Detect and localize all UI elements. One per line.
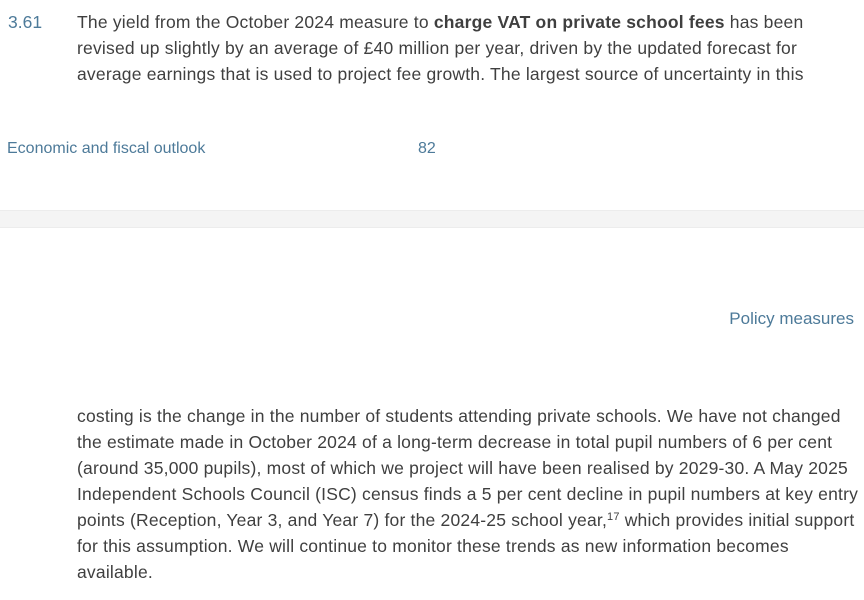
paragraph-3-61-text: The yield from the October 2024 measure to charge VAT on private school fees has been revised up slightly by an average of £40 million per year, driven by the updated forecast for average earnings that is used to project fee growth. The largest source of uncertainty in this	[77, 12, 804, 84]
page-gap-divider	[0, 210, 864, 228]
paragraph-3-61	[8, 9, 857, 87]
paragraph-3-61-continuation-text: costing is the change in the number of students attending private schools. We have not changed the estimate made in October 2024 of a long-term decrease in total pupil numbers of 6 per cent (around 35,000 pupils), most of which we project will have been realised by 2029-30. A May 2025 Independent Schools Council (ISC) census finds a 5 per cent decline in pupil numbers at key entry points (Reception, Year 3, and Year 7) for the 2024-25 school year,$^{17}$ which provides initial support for this assumption. We will continue to monitor these trends as new information becomes available.	[77, 406, 859, 582]
footer-page-number: 82	[418, 140, 436, 157]
footer-document-title: Economic and fiscal outlook	[7, 140, 206, 157]
running-header-policy-measures: Policy measures	[729, 309, 854, 328]
page-82-footer	[7, 136, 857, 162]
paragraph-number: 3.61	[8, 12, 43, 32]
